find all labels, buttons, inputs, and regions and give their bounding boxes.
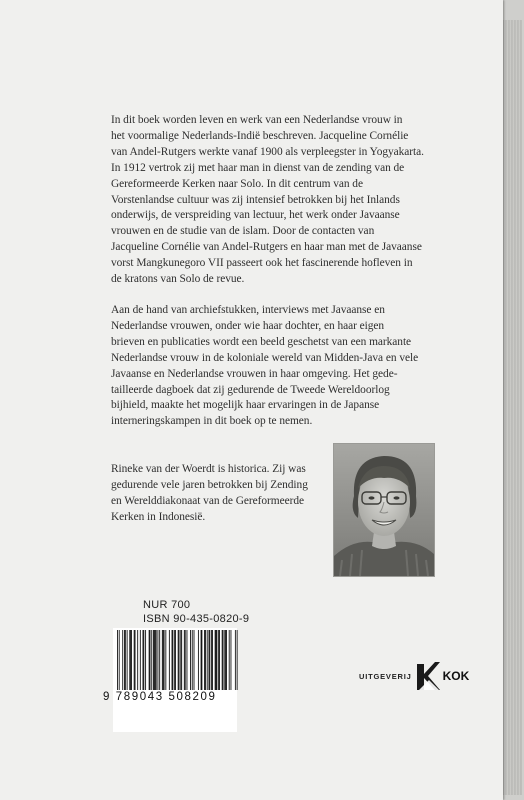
barcode-bar — [207, 630, 208, 690]
barcode-bar — [180, 630, 181, 690]
barcode-bar — [231, 630, 232, 690]
synopsis-paragraph-2 — [111, 303, 433, 430]
barcode-bar — [209, 630, 210, 690]
barcode-bar — [131, 630, 132, 690]
barcode-bar — [172, 630, 173, 690]
barcode-bar — [222, 630, 223, 690]
barcode-bar — [205, 630, 206, 690]
text-line: tailleerde dagboek dat zij gedurende de Tweede Wereldoorlog — [111, 383, 390, 396]
text-line: In 1912 vertrok zij met haar man in dienst van de zending van de — [111, 161, 405, 174]
barcode-bar — [127, 630, 128, 690]
barcode-bar — [204, 630, 205, 690]
text-line: bijhield, maakte het mogelijk haar ervaringen in de Japanse — [111, 399, 380, 412]
barcode-bar — [165, 630, 166, 690]
barcode-bar — [143, 630, 144, 690]
text-line: gedurende vele jaren betrokken bij Zending — [111, 478, 308, 491]
text-line: Jacqueline Cornélie van Andel-Rutgers en haar man met de Javaanse — [111, 241, 422, 254]
barcode-bar — [175, 630, 176, 690]
isbn-number: ISBN 90-435-0820-9 — [143, 613, 250, 625]
barcode-bar — [215, 630, 216, 690]
kok-logo-icon — [415, 660, 441, 692]
barcode-bar — [224, 630, 225, 690]
barcode-bar — [192, 630, 193, 690]
barcode-bar — [134, 630, 135, 690]
barcode-bar — [201, 630, 202, 690]
page-block-edge — [500, 20, 522, 795]
barcode-bar — [237, 630, 238, 690]
text-line: van Andel-Rutgers werkte vanaf 1900 als verpleegster in Yogyakarta. — [111, 145, 424, 158]
author-portrait-image — [334, 444, 434, 576]
text-line: brieven en publicaties wordt een beeld geschetst van een markante — [111, 335, 412, 348]
barcode — [115, 630, 239, 692]
text-line: Aan de hand van archiefstukken, interviews met Javaanse en — [111, 304, 385, 316]
text-line: Nederlandse vrouw in de koloniale wereld van Midden-Java en vele — [111, 351, 419, 364]
barcode-bar — [164, 630, 165, 690]
barcode-bar — [145, 630, 146, 690]
barcode-bar — [187, 630, 188, 690]
barcode-bar — [151, 630, 152, 690]
publisher-label: UITGEVERIJ — [359, 671, 412, 681]
barcode-bar — [172, 630, 173, 690]
barcode-bar — [198, 630, 199, 690]
text-line: onderwijs, de verspreiding van lectuur, het werk onder Javaanse — [111, 209, 400, 222]
barcode-bar — [149, 630, 150, 690]
barcode-bar — [226, 630, 227, 690]
text-line: Gereformeerde Kerken naar Solo. In dit centrum van de — [111, 177, 363, 190]
barcode-bar — [154, 630, 155, 690]
barcode-bar — [235, 630, 236, 690]
barcode-bar — [190, 630, 191, 690]
barcode-bar — [122, 630, 123, 690]
barcode-bar — [223, 630, 224, 690]
barcode-bar — [143, 630, 144, 690]
barcode-bar — [162, 630, 163, 690]
synopsis-paragraph-1 — [111, 113, 433, 288]
publisher-name: KOK — [442, 669, 470, 683]
barcode-bar — [169, 630, 170, 690]
barcode-bar — [212, 630, 213, 690]
barcode-area — [113, 628, 237, 732]
text-line: In dit boek worden leven en werk van een Nederlandse vrouw in — [111, 114, 403, 126]
barcode-bar — [137, 630, 138, 690]
barcode-bar — [135, 630, 136, 690]
text-line: Nederlandse vrouwen, onder wie haar dochter, en haar eigen — [111, 319, 385, 332]
barcode-bar — [194, 630, 195, 690]
barcode-bar — [119, 630, 120, 690]
text-line: de kratons van Solo de revue. — [111, 273, 245, 286]
barcode-bar — [179, 630, 180, 690]
barcode-bar — [140, 630, 141, 690]
text-line: Javaanse en Nederlandse vrouwen in haar omgeving. Het gede- — [111, 367, 398, 380]
barcode-bar — [156, 630, 157, 690]
barcode-bar — [201, 630, 202, 690]
barcode-bar — [163, 630, 164, 690]
barcode-bar — [174, 630, 175, 690]
barcode-bar — [130, 630, 131, 690]
barcode-bar — [185, 630, 186, 690]
author-bio — [111, 462, 316, 526]
text-line: vorst Mangkunegoro VII passeert ook het fascinerende hofleven in — [111, 257, 413, 270]
text-line: Vorstenlandse cultuur was zij intensief betrokken bij het Inlands — [111, 193, 400, 206]
barcode-bar — [157, 630, 158, 690]
text-line: interneringskampen in dit boek op te nemen. — [111, 415, 313, 428]
barcode-bar — [216, 630, 217, 690]
barcode-bar — [219, 630, 220, 690]
barcode-bar — [218, 630, 219, 690]
barcode-bar — [225, 630, 226, 690]
barcode-bar — [159, 630, 160, 690]
barcode-bar — [209, 630, 210, 690]
barcode-bar — [229, 630, 230, 690]
text-line: het voormalige Nederlands-Indië beschreven. Jacqueline Cornélie — [111, 129, 409, 142]
text-line: en Werelddiakonaat van de Gereformeerde — [111, 494, 304, 507]
barcode-bar — [153, 630, 154, 690]
barcode-digits: 9 789043 508209 — [103, 691, 217, 703]
text-line: vrouwen en de studie van de islam. Door de contacten van — [111, 225, 375, 238]
barcode-bar — [184, 630, 185, 690]
barcode-bar — [124, 630, 125, 690]
text-line: Kerken in Indonesië. — [111, 510, 206, 523]
barcode-bar — [117, 630, 118, 690]
barcode-bar — [178, 630, 179, 690]
barcode-bar — [211, 630, 212, 690]
barcode-bar — [150, 630, 151, 690]
barcode-bar — [125, 630, 126, 690]
author-photo — [333, 443, 435, 577]
barcode-bar — [216, 630, 217, 690]
text-line: Rineke van der Woerdt is historica. Zij was — [111, 463, 306, 475]
barcode-bar — [129, 630, 130, 690]
barcode-bar — [181, 630, 182, 690]
publisher-logo — [359, 660, 469, 692]
barcode-bar — [155, 630, 156, 690]
nur-code: NUR 700 — [143, 599, 191, 611]
